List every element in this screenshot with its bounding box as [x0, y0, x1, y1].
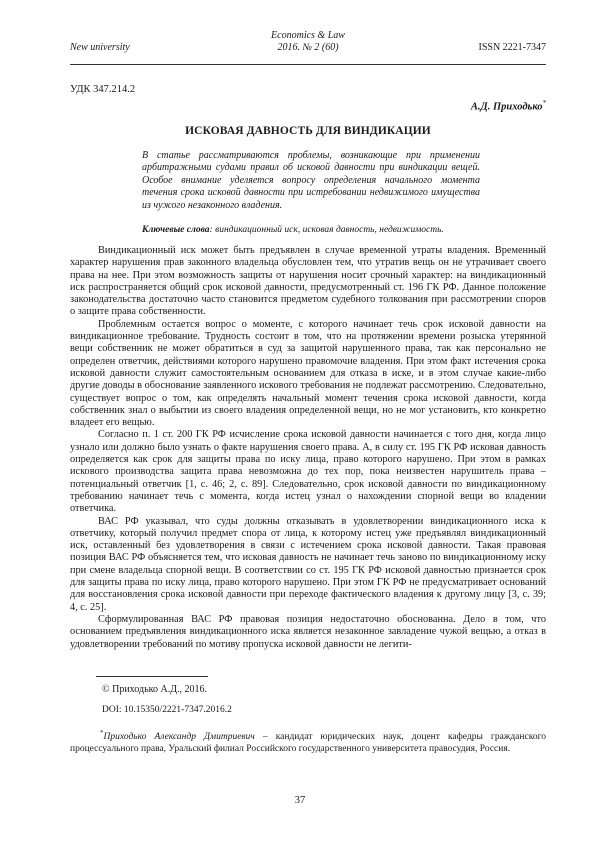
abstract: В статье рассматриваются проблемы, возникающие при применении арбитражными судами правил об исковой давности при виндикации вещей. Особое внимание уделяется вопросу определения начального момента течения срока исковой давности при истребовании недвижимого имущества из чужого незаконного владения.	[142, 150, 480, 211]
author-name-text: А.Д. Приходько	[470, 101, 543, 113]
copyright-line: © Приходько А.Д., 2016.	[102, 684, 208, 695]
header-journal-block	[70, 30, 546, 54]
body-paragraph: Сформулированная ВАС РФ правовая позиция недостаточно обоснованна. Дело в том, что основанием предъявления виндикационного иска является незаконное завладение чужой вещью, а отказ в удовлетворении требований по мотиву пропуска исковой давности не легити-	[70, 613, 546, 650]
running-header	[70, 30, 546, 65]
keywords-label: Ключевые слова	[142, 225, 210, 235]
header-journal-name: Economics & Law	[271, 30, 345, 41]
page-number: 37	[294, 795, 306, 806]
body-paragraph: Виндикационный иск может быть предъявлен в случае временной утраты владения. Временный характер нарушения прав законного владельца обусловлен тем, что утратив вещь он не утрачивает своего права на нее. При этом возможность защиты от нарушения носит срочный характер: на виндикационный иск распространяется общий срок исковой давности, предусмотренный ст. 196 ГК РФ. Данное положение законодательства достаточно часто становится предметом судебного толкования при рассмотрении споров о защите права собственности.	[70, 245, 546, 318]
header-issn: ISSN 2221-7347	[478, 42, 546, 53]
header-university: New university	[70, 42, 130, 53]
body-paragraph: Согласно п. 1 ст. 200 ГК РФ исчисление срока исковой давности начинается с того дня, когда лицо узнало или должно было узнать о факте нарушения своего права. А, в силу ст. 195 ГК РФ исковая давность определяется как срок для защиты права по иску лица, право которого нарушено. При этом в рамках искового производства защита права невозможна до тех пор, пока неизвестен нарушитель права – потенциальный ответчик [1, с. 46; 2, с. 89]. Следовательно, срок исковой давности по виндикационному требованию начинает течь с момента, когда истец узнал о нахождении спорной вещи во владении ответчика.	[70, 429, 546, 515]
article-title: ИСКОВАЯ ДАВНОСТЬ ДЛЯ ВИНДИКАЦИИ	[185, 125, 431, 137]
doi-line: DOI: 10.15350/2221-7347.2016.2	[102, 705, 232, 715]
keywords-text: : виндикационный иск, исковая давность, недвижимость.	[209, 225, 444, 235]
author-footnote	[70, 727, 546, 755]
article-body	[70, 245, 546, 651]
footnote-text: – кандидат юридических наук, доцент кафедры гражданского процессуального права, Уральский филиал Российского государственного университета правосудия, Россия.	[70, 732, 546, 755]
udk-code: УДК 347.214.2	[70, 84, 136, 95]
keywords	[142, 224, 536, 236]
author-footnote-mark: *	[542, 99, 546, 107]
footnote-divider	[96, 676, 208, 677]
body-paragraph: Проблемным остается вопрос о моменте, с которого начинает течь срок исковой давности на виндикационное требование. Трудность состоит в том, что на протяжении времени розыска утерянной вещи собственник не может обратиться в суд за защитой нарушенного права, так как персонально не определен ответчик, действиями которого нарушено правомочие владения. При этом факт истечения срока исковой давности служит самостоятельным основанием для отказа в иске, и в этом случае какие-либо другие доводы в обоснование заявленного искового требования не подлежат рассмотрению. Следовательно, существует вопрос о том, как определять начальный момент течения срока исковой давности, когда собственник знал о выбытии из своего владения определенной вещи, но не мог установить, кто конкретно владеет его вещью.	[70, 318, 546, 429]
author-name	[471, 99, 546, 113]
header-issue: 2016. № 2 (60)	[277, 42, 339, 53]
body-paragraph: ВАС РФ указывал, что суды должны отказывать в удовлетворении виндикационного иска к ответчику, который получил предмет спора от лица, к которому истец уже предъявлял виндикационный иск, оставленный без удовлетворения в связи с истечением срока исковой давности. Такая правовая позиция ВАС РФ объясняется тем, что исковая давность не начинает течь заново по виндикационному иску при смене владельца спорной вещи. В соответствии со ст. 195 ГК РФ исковой давностью признается срок для защиты права по иску лица, право которого нарушено. При этом ГК РФ не предусматривает оснований для восстановления срока исковой давности при переходе фактического владения к другому лицу [3, с. 39; 4, с. 25].	[70, 515, 546, 613]
footnote-author-name: Приходько Александр Дмитриевич	[103, 732, 255, 743]
footnote-mark: *	[100, 729, 104, 737]
